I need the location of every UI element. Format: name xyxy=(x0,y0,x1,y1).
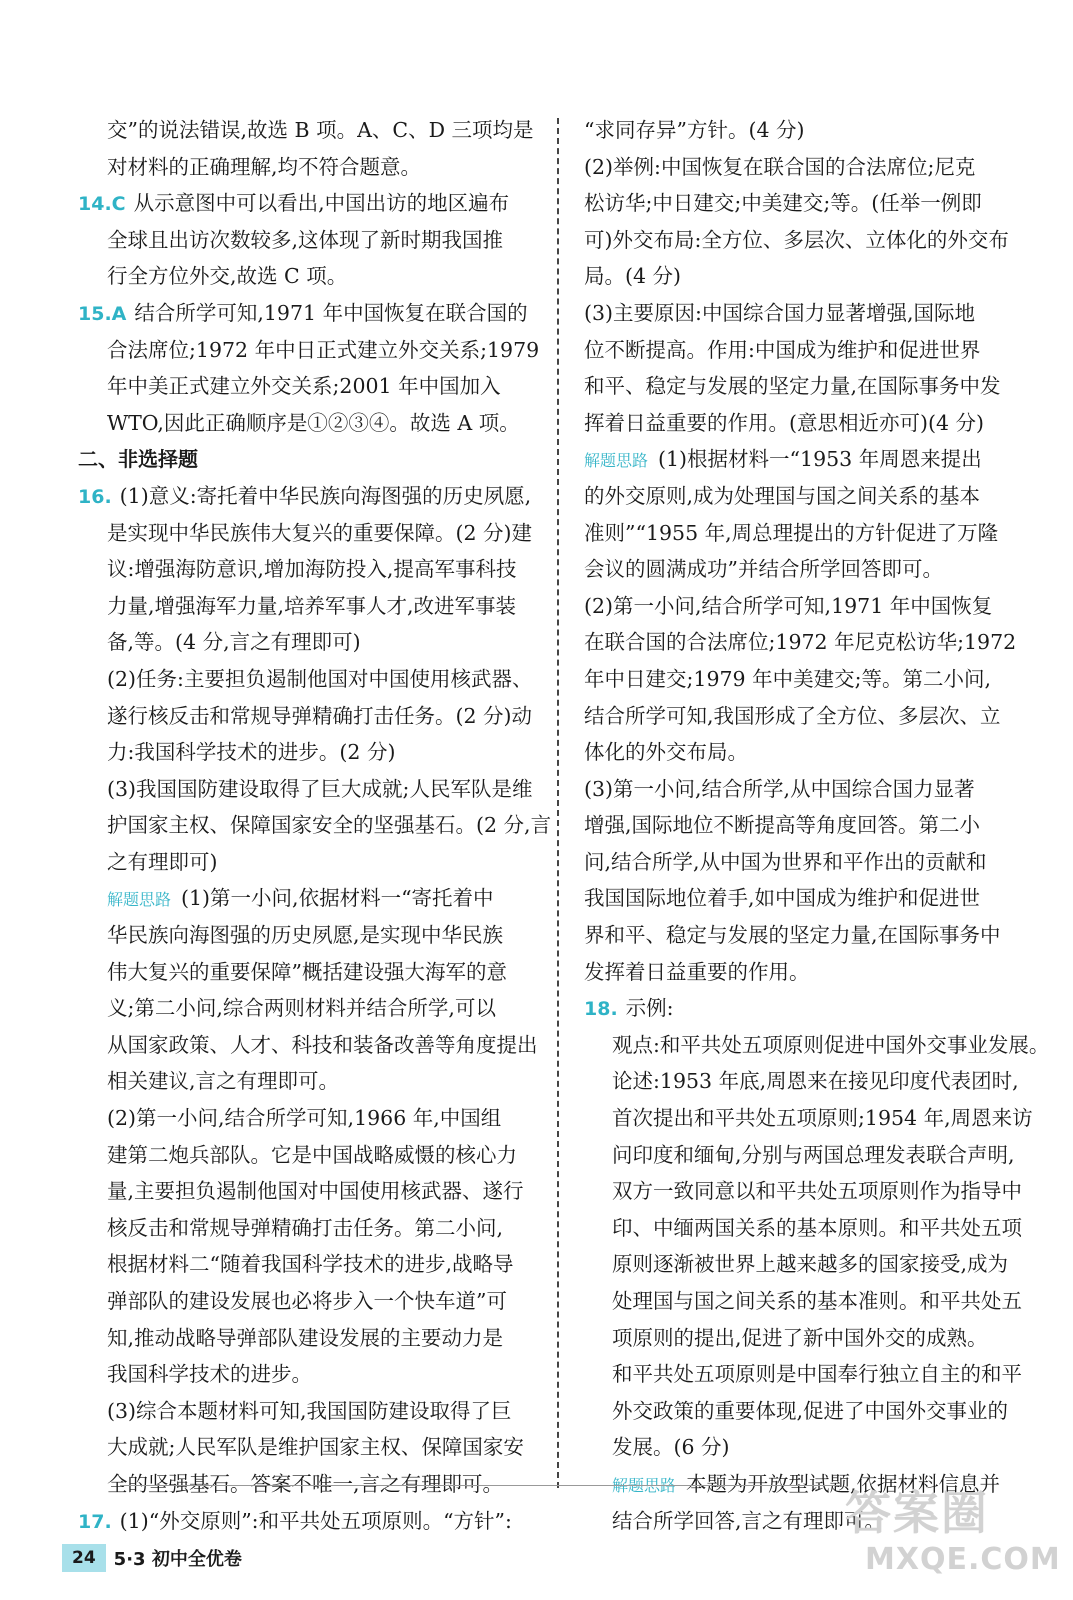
text-line xyxy=(78,1503,543,1540)
line-text: 力量,增强海军力量,培养军事人才,改进军事装 xyxy=(107,593,517,618)
line-text: 是实现中华民族伟大复兴的重要保障。(2 分)建 xyxy=(107,520,533,545)
text-line xyxy=(78,1100,543,1137)
text-line xyxy=(584,1173,1034,1210)
text-line xyxy=(584,1100,1034,1137)
line-text: 交”的说法错误,故选 B 项。A、C、D 三项均是 xyxy=(107,118,534,142)
text-line xyxy=(584,405,1034,442)
text-line xyxy=(584,734,1034,771)
text-line xyxy=(584,588,1034,625)
text-line xyxy=(78,880,543,917)
text-line xyxy=(78,222,543,259)
line-text: 和平共处五项原则是中国奉行独立自主的和平 xyxy=(612,1362,1022,1387)
line-text: 合法席位;1972 年中日正式建立外交关系;1979 xyxy=(107,337,540,362)
line-text: 问印度和缅甸,分别与两国总理发表联合声明, xyxy=(612,1142,1015,1167)
line-text: (3)我国国防建设取得了巨大成就;人民军队是维 xyxy=(107,776,533,801)
line-text: 力:我国科学技术的进步。(2 分) xyxy=(107,740,396,765)
column-divider xyxy=(557,118,559,1488)
text-line xyxy=(584,624,1034,661)
text-line xyxy=(78,1210,543,1247)
text-line xyxy=(584,1320,1034,1357)
line-text: 局。(4 分) xyxy=(584,264,682,289)
question-number: 15.A xyxy=(78,302,127,325)
text-line xyxy=(584,771,1034,808)
watermark-url: MXQE.COM xyxy=(865,1542,1061,1577)
text-line xyxy=(584,661,1034,698)
footer-rule xyxy=(120,1485,840,1486)
text-line xyxy=(584,844,1034,881)
line-text: 备,等。(4 分,言之有理即可) xyxy=(107,630,361,655)
line-text: 外交政策的重要体现,促进了中国外交事业的 xyxy=(612,1398,1009,1423)
line-text: 之有理即可) xyxy=(107,849,218,874)
text-line xyxy=(78,1063,543,1100)
text-line xyxy=(78,405,543,442)
line-text: 在联合国的合法席位;1972 年尼克松访华;1972 xyxy=(584,630,1017,655)
line-text: (1)第一小问,依据材料一“寄托着中 xyxy=(181,886,494,911)
text-line xyxy=(584,954,1034,991)
text-line xyxy=(78,1356,543,1393)
text-line xyxy=(584,295,1034,332)
text-line xyxy=(78,990,543,1027)
text-line xyxy=(584,1137,1034,1174)
text-line xyxy=(78,698,543,735)
text-line xyxy=(584,112,1034,149)
question-number: 17. xyxy=(78,1510,112,1533)
line-text: 增强,国际地位不断提高等角度回答。第二小 xyxy=(584,813,981,838)
line-text: 问,结合所学,从中国为世界和平作出的贡献和 xyxy=(584,849,987,874)
line-text: 行全方位外交,故选 C 项。 xyxy=(107,264,348,289)
line-text: 年中美正式建立外交关系;2001 年中国加入 xyxy=(107,374,501,399)
line-text: 从国家政策、人才、科技和装备改善等角度提出 xyxy=(107,1032,538,1057)
line-text: 论述:1953 年底,周恩来在接见印度代表团时, xyxy=(612,1069,1019,1094)
text-line xyxy=(78,295,543,332)
line-text: 全球且出访次数较多,这体现了新时期我国推 xyxy=(107,227,504,252)
solution-hint-label: 解题思路 xyxy=(584,451,649,471)
text-line xyxy=(584,1429,1034,1466)
line-text: 义;第二小问,综合两则材料并结合所学,可以 xyxy=(107,996,496,1021)
line-text: 可)外交布局:全方位、多层次、立体化的外交布 xyxy=(584,227,1009,252)
text-line xyxy=(78,624,543,661)
line-text: 华民族向海图强的历史夙愿,是实现中华民族 xyxy=(107,923,504,948)
text-line xyxy=(78,1429,543,1466)
text-line xyxy=(78,1137,543,1174)
line-text: (2)任务:主要担负遏制他国对中国使用核武器、 xyxy=(107,666,533,691)
line-text: 双方一致同意以和平共处五项原则作为指导中 xyxy=(612,1179,1022,1204)
line-text: 原则逐渐被世界上越来越多的国家接受,成为 xyxy=(612,1252,1009,1277)
line-text: (1)根据材料一“1953 年周恩来提出 xyxy=(658,447,982,472)
line-text: 结合所学可知,我国形成了全方位、多层次、立 xyxy=(584,703,1001,728)
left-column xyxy=(78,112,552,1539)
line-text: 知,推动战略导弹部队建设发展的主要动力是 xyxy=(107,1325,504,1350)
text-line xyxy=(584,1283,1034,1320)
line-text: 相关建议,言之有理即可。 xyxy=(107,1069,340,1094)
text-line xyxy=(78,1173,543,1210)
book-title: 5·3 初中全优卷 xyxy=(113,1549,242,1570)
text-line xyxy=(78,112,543,149)
line-text: 观点:和平共处五项原则促进中国外交事业发展。 xyxy=(612,1032,1050,1057)
line-text: (3)第一小问,结合所学,从中国综合国力显著 xyxy=(584,776,975,801)
text-line xyxy=(584,515,1034,552)
line-text: 位不断提高。作用:中国成为维护和促进世界 xyxy=(584,337,981,362)
text-line xyxy=(78,478,543,515)
line-text: 和平、稳定与发展的坚定力量,在国际事务中发 xyxy=(584,374,1001,399)
page-number: 24 xyxy=(62,1544,106,1572)
text-line xyxy=(584,1210,1034,1247)
line-text: 结合所学回答,言之有理即可。 xyxy=(612,1508,886,1533)
text-line xyxy=(584,698,1034,735)
text-line xyxy=(584,441,1034,478)
question-number: 18. xyxy=(584,998,618,1021)
line-text: 项原则的提出,促进了新中国外交的成熟。 xyxy=(612,1325,988,1350)
line-text: (2)第一小问,结合所学可知,1966 年,中国组 xyxy=(107,1106,502,1131)
line-text: (1)“外交原则”:和平共处五项原则。“方针”: xyxy=(119,1508,512,1533)
line-text: 挥着日益重要的作用。(意思相近亦可)(4 分) xyxy=(584,410,985,435)
text-line xyxy=(78,258,543,295)
text-line xyxy=(584,222,1034,259)
line-text: 准则”“1955 年,周总理提出的方针促进了万隆 xyxy=(584,520,999,545)
line-text: 体化的外交布局。 xyxy=(584,740,748,765)
question-number: 16. xyxy=(78,485,112,508)
line-text: (2)第一小问,结合所学可知,1971 年中国恢复 xyxy=(584,593,993,618)
solution-hint-label: 解题思路 xyxy=(612,1475,677,1495)
text-line xyxy=(78,771,543,808)
line-text: 建第二炮兵部队。它是中国战略威慑的核心力 xyxy=(107,1142,517,1167)
section-title xyxy=(78,441,543,478)
text-line xyxy=(78,368,543,405)
text-line xyxy=(584,917,1034,954)
line-text: 会议的圆满成功”并结合所学回答即可。 xyxy=(584,557,943,582)
section-title-text: 二、非选择题 xyxy=(78,447,198,472)
text-line xyxy=(584,990,1034,1027)
text-line xyxy=(78,844,543,881)
line-text: 年中日建交;1979 年中美建交;等。第二小问, xyxy=(584,666,992,691)
line-text: 对材料的正确理解,均不符合题意。 xyxy=(107,154,422,179)
text-line xyxy=(78,1027,543,1064)
text-line xyxy=(78,807,552,844)
text-line xyxy=(584,332,1034,369)
line-text: 的外交原则,成为处理国与国之间关系的基本 xyxy=(584,483,981,508)
line-text: (2)举例:中国恢复在联合国的合法席位;尼克 xyxy=(584,154,976,179)
text-line xyxy=(584,1063,1034,1100)
line-text: 大成就;人民军队是维护国家主权、保障国家安 xyxy=(107,1435,524,1460)
text-line xyxy=(584,478,1034,515)
line-text: 伟大复兴的重要保障”概括建设强大海军的意 xyxy=(107,959,507,984)
text-line xyxy=(78,515,543,552)
line-text: 我国国际地位着手,如中国成为维护和促进世 xyxy=(584,886,981,911)
line-text: 我国科学技术的进步。 xyxy=(107,1362,312,1387)
watermark-logo: 答案圈 xyxy=(845,1486,989,1540)
text-line xyxy=(78,1246,543,1283)
line-text: 发展。(6 分) xyxy=(612,1435,730,1460)
line-text: 松访华;中日建交;中美建交;等。(任举一例即 xyxy=(584,191,982,216)
line-text: (3)主要原因:中国综合国力显著增强,国际地 xyxy=(584,300,975,325)
text-line xyxy=(78,1320,543,1357)
text-line xyxy=(78,588,543,625)
text-line xyxy=(584,1246,1034,1283)
text-line xyxy=(584,149,1034,186)
line-text: 弹部队的建设发展也必将步入一个快车道”可 xyxy=(107,1289,507,1313)
line-text: 从示意图中可以看出,中国出访的地区遍布 xyxy=(133,191,510,216)
text-line xyxy=(78,149,543,186)
right-column xyxy=(584,112,1050,1539)
line-text: 根据材料二“随着我国科学技术的进步,战略导 xyxy=(107,1252,514,1277)
line-text: 议:增强海防意识,增加海防投入,提高军事科技 xyxy=(107,557,517,582)
line-text: 处理国与国之间关系的基本准则。和平共处五 xyxy=(612,1289,1022,1313)
text-line xyxy=(78,954,543,991)
line-text: 全的坚强基石。答案不唯一,言之有理即可。 xyxy=(107,1471,504,1496)
text-line xyxy=(584,880,1034,917)
line-text: 发挥着日益重要的作用。 xyxy=(584,959,810,984)
text-line xyxy=(584,1393,1034,1430)
line-text: 示例: xyxy=(625,996,674,1021)
line-text: WTO,因此正确顺序是①②③④。故选 A 项。 xyxy=(107,410,520,435)
text-line xyxy=(584,1027,1050,1064)
solution-hint-label: 解题思路 xyxy=(107,890,172,910)
text-line xyxy=(584,1356,1034,1393)
text-line xyxy=(584,185,1034,222)
text-line xyxy=(584,368,1034,405)
line-text: 结合所学可知,1971 年中国恢复在联合国的 xyxy=(134,300,528,325)
text-line xyxy=(584,258,1034,295)
line-text: 印、中缅两国关系的基本原则。和平共处五项 xyxy=(612,1215,1022,1240)
line-text: 本题为开放型试题,依据材料信息并 xyxy=(686,1471,1001,1496)
text-line xyxy=(78,1283,543,1320)
text-line xyxy=(78,185,543,222)
line-text: 遂行核反击和常规导弹精确打击任务。(2 分)动 xyxy=(107,703,533,728)
text-line xyxy=(78,661,543,698)
text-line xyxy=(78,734,543,771)
line-text: 核反击和常规导弹精确打击任务。第二小问, xyxy=(107,1215,504,1240)
text-line xyxy=(78,1393,543,1430)
line-text: (1)意义:寄托着中华民族向海图强的历史夙愿, xyxy=(119,483,532,508)
text-line xyxy=(584,551,1034,588)
line-text: 护国家主权、保障国家安全的坚强基石。(2 分,言 xyxy=(107,813,552,838)
line-text: 量,主要担负遏制他国对中国使用核武器、遂行 xyxy=(107,1179,524,1204)
line-text: 首次提出和平共处五项原则;1954 年,周恩来访 xyxy=(612,1106,1033,1131)
watermark xyxy=(845,1485,1061,1595)
line-text: “求同存异”方针。(4 分) xyxy=(584,118,805,142)
line-text: (3)综合本题材料可知,我国国防建设取得了巨 xyxy=(107,1398,512,1423)
text-line xyxy=(584,807,1034,844)
text-line xyxy=(78,917,543,954)
text-line xyxy=(78,551,543,588)
question-number: 14.C xyxy=(78,193,126,216)
line-text: 界和平、稳定与发展的坚定力量,在国际事务中 xyxy=(584,923,1001,948)
text-line xyxy=(78,332,543,369)
